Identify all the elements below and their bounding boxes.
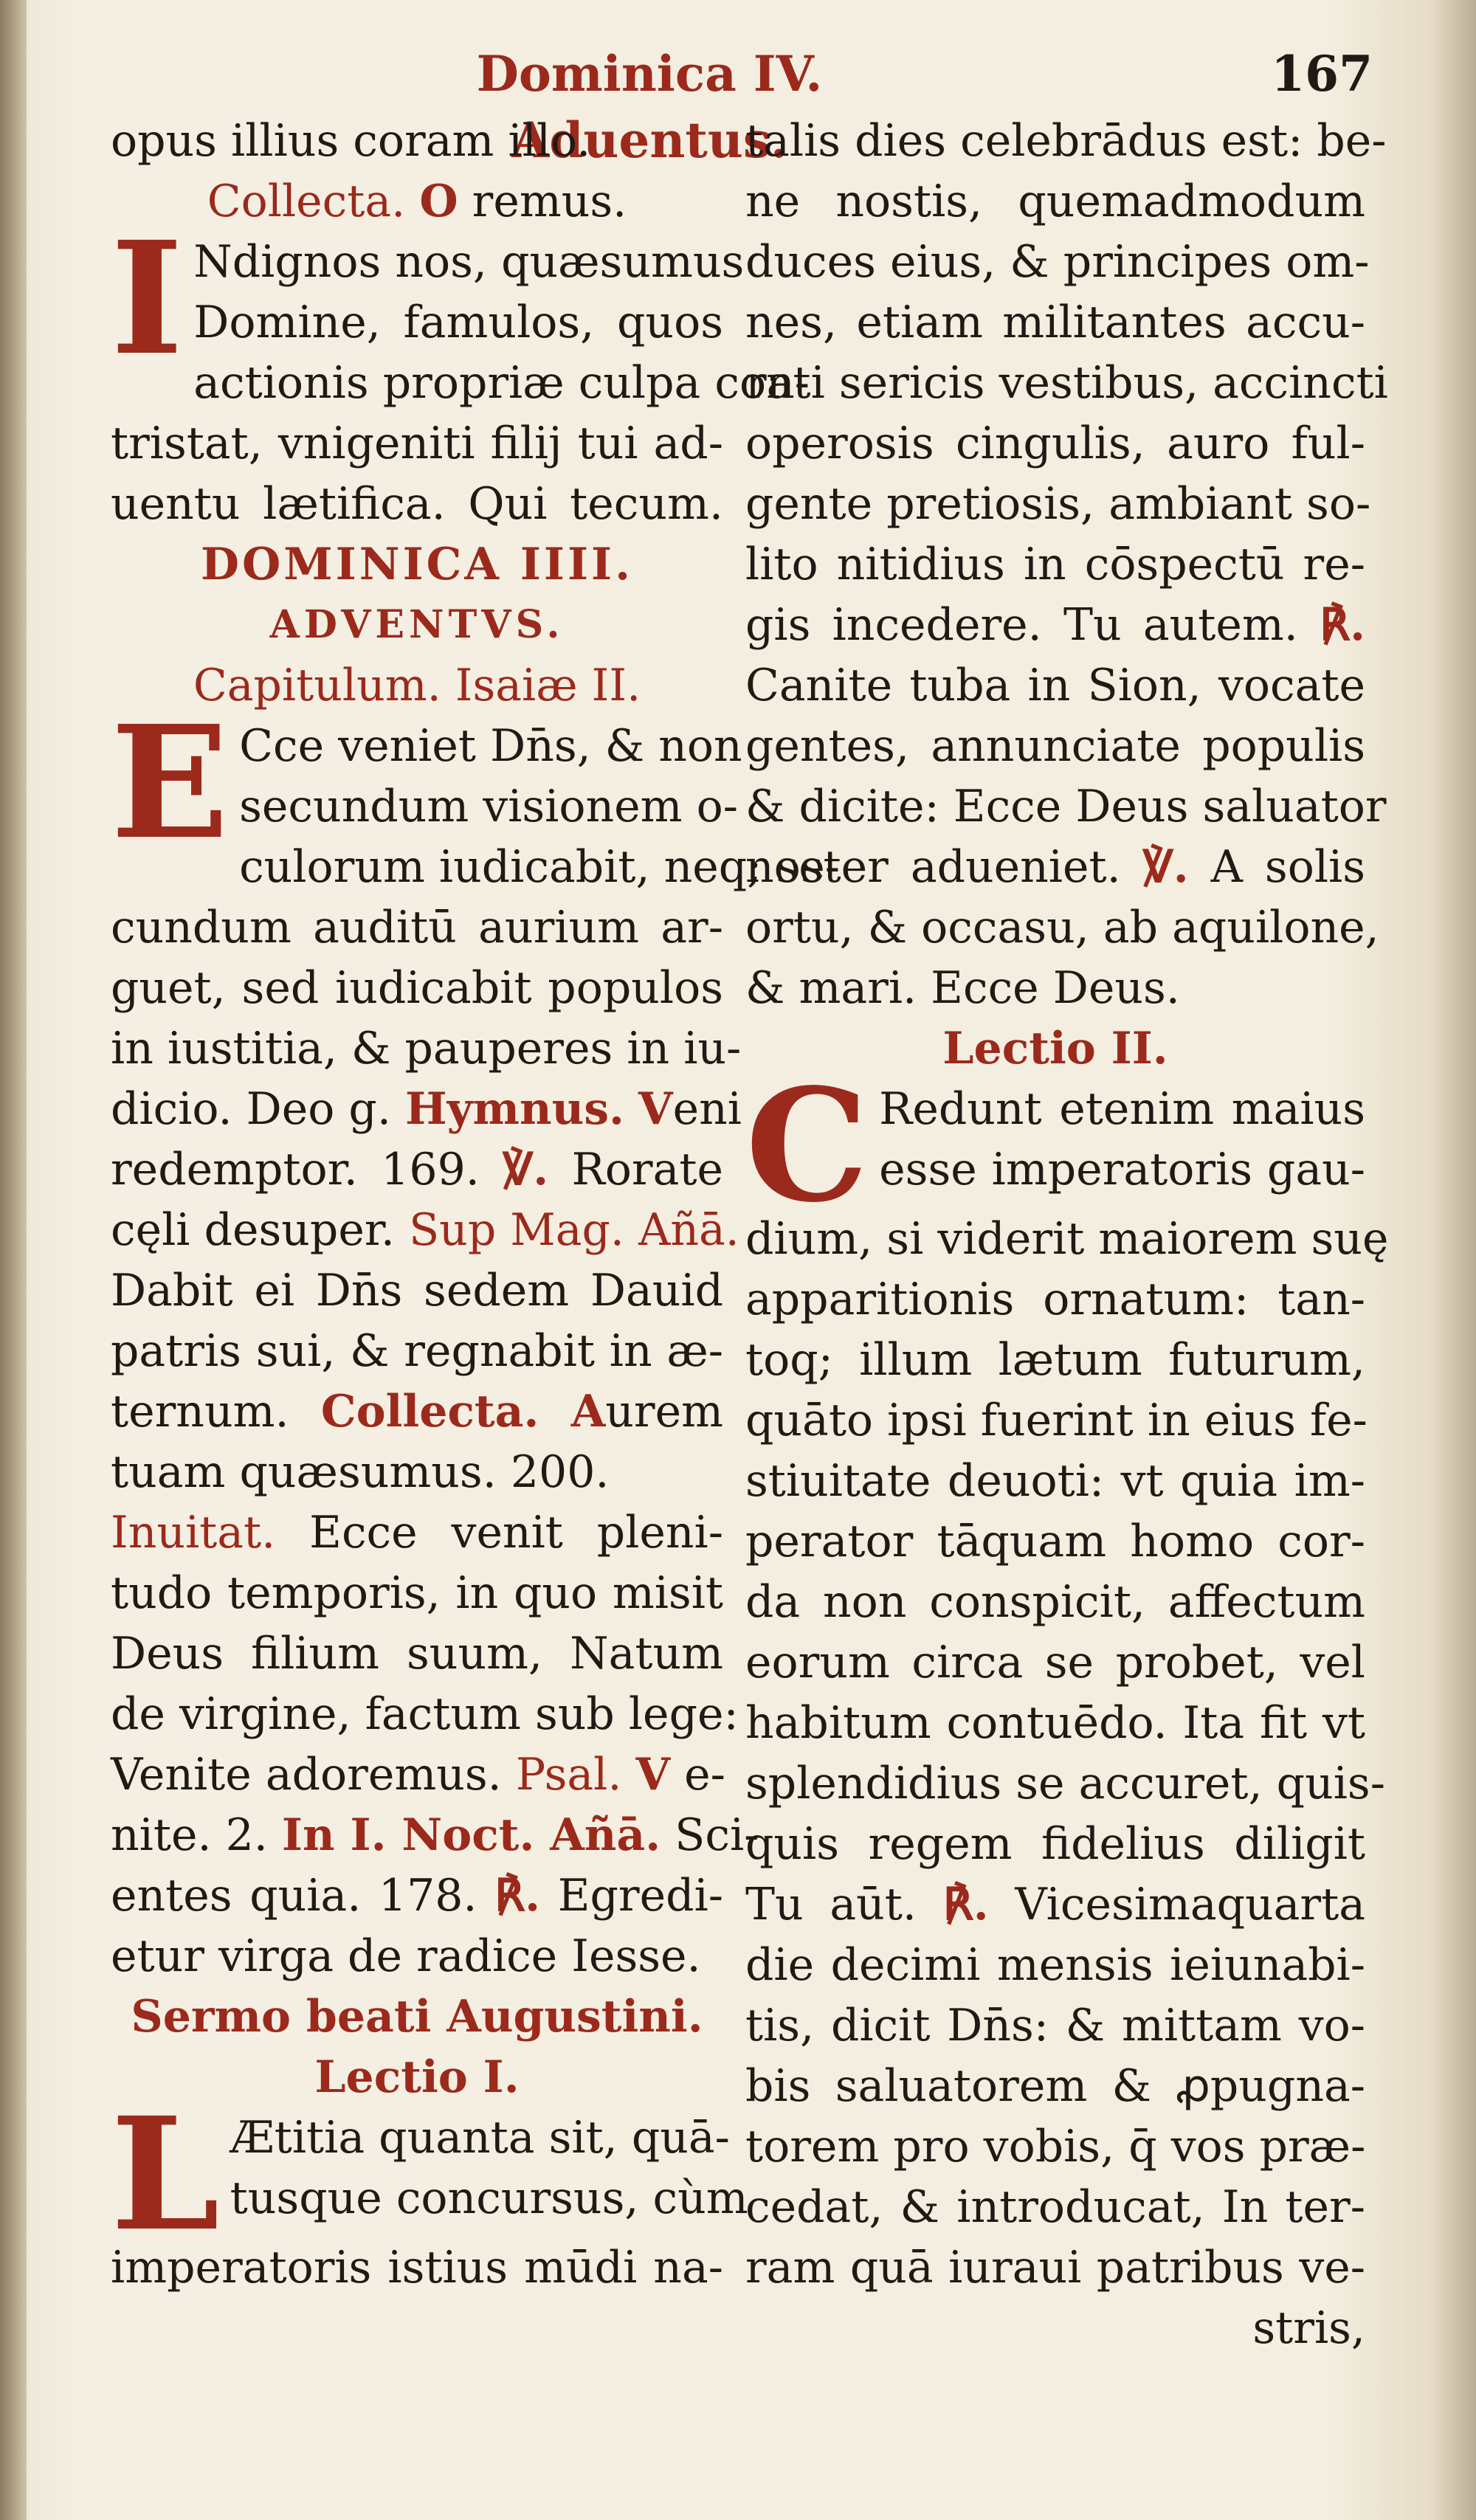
text-line: opus illius coram illo. bbox=[111, 115, 591, 167]
text-line: splendidius se accuret, quis- bbox=[745, 1758, 1385, 1809]
text-line: habitum contuēdo. Ita fit vt bbox=[745, 1697, 1365, 1749]
lectio-1-text bbox=[111, 2083, 748, 2265]
text-line: ternum. Collecta. Aurem bbox=[111, 1386, 723, 1437]
lectio-2-heading: Lectio II. bbox=[942, 1023, 1168, 1074]
text-line: noster adueniet. ℣. A solis bbox=[745, 841, 1365, 893]
text-line: etur virga de radice Iesse. bbox=[111, 1930, 701, 1982]
text-line: torem pro vobis, q̄ vos præ- bbox=[745, 2121, 1366, 2172]
drop-cap: L bbox=[111, 2083, 220, 2265]
text-line: Dabit ei Dn̄s sedem Dauid bbox=[111, 1265, 723, 1316]
text-line: imperatoris istius mūdi na- bbox=[111, 2242, 723, 2293]
responsory-symbol: ℟. bbox=[494, 1870, 541, 1922]
responsory-symbol: ℟. bbox=[942, 1879, 989, 1930]
text-line: gentes, annunciate populis bbox=[745, 720, 1365, 772]
text-line: da non conspicit, affectum bbox=[745, 1576, 1365, 1628]
text-line: uentu lætifica. Qui tecum. bbox=[111, 478, 723, 530]
text-line: nite. 2. In I. Noct. Añā. Sci- bbox=[111, 1809, 759, 1861]
text-line: stiuitate deuoti: vt quia im- bbox=[745, 1455, 1365, 1507]
text-line: in iustitia, & pauperes in iu- bbox=[111, 1023, 742, 1074]
text-line: Deus filium suum, Natum bbox=[111, 1628, 723, 1680]
text-line: redemptor. 169. ℣. Rorate bbox=[111, 1144, 723, 1195]
text-line: gente pretiosis, ambiant so- bbox=[745, 478, 1371, 530]
text-line: secundum visionem o- bbox=[239, 781, 738, 832]
text-line: cedat, & introducat, In ter- bbox=[745, 2181, 1365, 2233]
text-line: ortu, & occasu, ab aquilone, bbox=[745, 902, 1379, 953]
text-line: Canite tuba in Sion, vocate bbox=[745, 660, 1365, 711]
text-line: talis dies celebrādus est: be- bbox=[745, 115, 1387, 167]
text-line: Domine, famulos, quos bbox=[193, 297, 723, 348]
text-line: cundum auditū aurium ar- bbox=[111, 902, 723, 953]
collecta-heading: Collecta. O remus. bbox=[207, 176, 627, 227]
text-line: tudo temporis, in quo misit bbox=[111, 1567, 723, 1619]
text-line: & dicite: Ecce Deus saluator bbox=[745, 781, 1387, 832]
versicle-symbol: ℣. bbox=[1142, 841, 1189, 893]
text-line: quāto ipsi fuerint in eius fe- bbox=[745, 1395, 1368, 1446]
collecta-prayer bbox=[111, 207, 810, 534]
text-line: cęli desuper. Sup Mag. Añā. bbox=[111, 1204, 739, 1256]
text-line: perator tāquam homo cor- bbox=[745, 1516, 1365, 1567]
text-line: Ætitia quanta sit, quā- bbox=[230, 2112, 730, 2164]
text-line: entes quia. 178. ℟. Egredi- bbox=[111, 1870, 723, 1922]
lectio-1-heading: Lectio I. bbox=[314, 2051, 520, 2103]
text-line: operosis cingulis, auro ful- bbox=[745, 418, 1365, 469]
text-line: bis saluatorem & ꝓpugna- bbox=[745, 2060, 1365, 2112]
text-line: eorum circa se probet, vel bbox=[745, 1637, 1365, 1688]
text-line: quis regem fidelius diligit bbox=[745, 1818, 1365, 1870]
sermo-heading: Sermo beati Augustini. bbox=[131, 1991, 703, 2043]
drop-cap: E bbox=[111, 691, 230, 874]
right-column bbox=[745, 111, 1389, 2358]
running-title: Dominica IV. Aduentus. bbox=[476, 45, 823, 169]
responsory-symbol: ℟. bbox=[1320, 599, 1366, 651]
text-line: actionis propriæ culpa con- bbox=[193, 357, 810, 409]
left-column bbox=[111, 111, 841, 2298]
sunday-subtitle: ADVENTVS. bbox=[269, 602, 565, 647]
text-line: Venite adoremus. Psal. V e- bbox=[111, 1749, 725, 1801]
text-line: lito nitidius in cōspectū re- bbox=[745, 539, 1365, 590]
text-line: Inuitat. Ecce venit pleni- bbox=[111, 1507, 723, 1558]
capitulum-heading: Capitulum. Isaiæ II. bbox=[193, 660, 641, 711]
text-line: dicio. Deo g. Hymnus. Veni bbox=[111, 1083, 742, 1135]
text-line: Ndignos nos, quæsumus bbox=[193, 236, 745, 288]
text-line: gis incedere. Tu autem. ℟. bbox=[745, 599, 1366, 651]
text-line: tusque concursus, cùm bbox=[230, 2172, 748, 2224]
text-line: guet, sed iudicabit populos bbox=[111, 962, 723, 1014]
text-line: culorum iudicabit, neq; se- bbox=[239, 841, 841, 893]
text-line: de virgine, factum sub lege: bbox=[111, 1688, 739, 1740]
text-line: tis, dicit Dn̄s: & mittam vo- bbox=[745, 2000, 1365, 2051]
versicle-symbol: ℣. bbox=[503, 1144, 549, 1195]
text-line: tristat, vnigeniti filij tui ad- bbox=[111, 418, 723, 469]
text-line: toq; illum lætum futurum, bbox=[745, 1334, 1365, 1386]
text-line: patris sui, & regnabit in æ- bbox=[111, 1325, 723, 1377]
inuitatorium-label: Inuitat. bbox=[111, 1507, 276, 1558]
text-line: esse imperatoris gau- bbox=[879, 1144, 1365, 1195]
drop-cap: C bbox=[745, 1054, 869, 1237]
text-line: & mari. Ecce Deus. bbox=[745, 962, 1180, 1014]
book-gutter bbox=[0, 0, 27, 2520]
text-line: ram quā iuraui patribus ve- bbox=[745, 2242, 1365, 2293]
text-line: dium, si viderit maiorem suę bbox=[745, 1213, 1389, 1265]
text-line: nes, etiam militantes accu- bbox=[745, 297, 1365, 348]
text-line: tuam quæsumus. 200. bbox=[111, 1446, 610, 1498]
text-line: apparitionis ornatum: tan- bbox=[745, 1274, 1365, 1325]
sunday-title: DOMINICA IIII. bbox=[200, 539, 634, 590]
text-line: Tu aūt. ℟. Vicesimaquarta bbox=[745, 1879, 1365, 1930]
text-line: Cce veniet Dn̄s, & non bbox=[239, 720, 742, 772]
catchword: stris, bbox=[1252, 2302, 1365, 2354]
page-number: 167 bbox=[1271, 45, 1373, 103]
text-line: die decimi mensis ieiunabi- bbox=[745, 1939, 1365, 1991]
text-line: ne nostis, quemadmodum bbox=[745, 176, 1365, 227]
text-line: duces eius, & principes om- bbox=[745, 236, 1370, 288]
lectio-2-text bbox=[745, 1054, 1365, 1237]
capitulum-text bbox=[111, 691, 841, 1079]
drop-cap: I bbox=[111, 207, 184, 390]
text-line: rati sericis vestibus, accincti bbox=[745, 357, 1388, 409]
text-line: Redunt etenim maius bbox=[879, 1083, 1365, 1135]
